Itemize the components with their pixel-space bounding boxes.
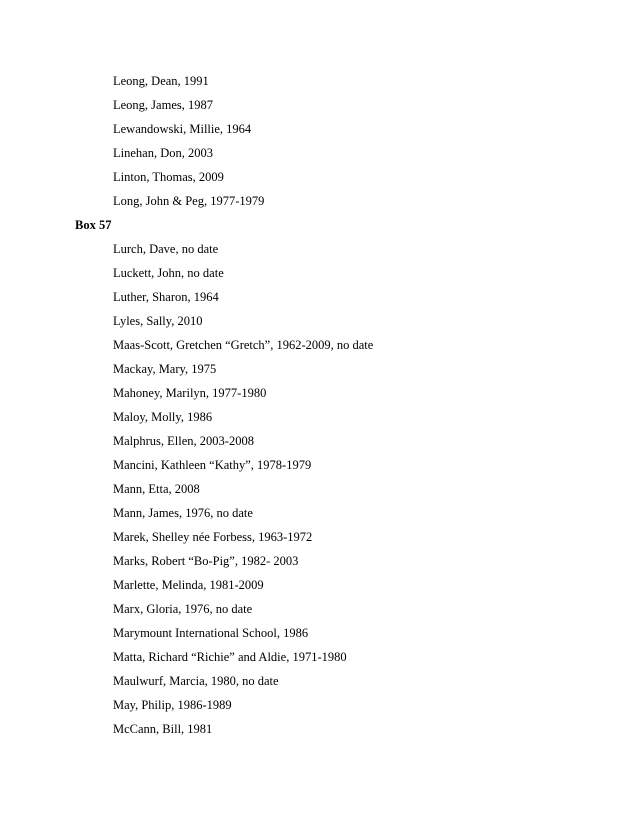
list-item: Mackay, Mary, 1975	[113, 362, 217, 376]
list-item: Maulwurf, Marcia, 1980, no date	[113, 674, 279, 688]
list-item: Lurch, Dave, no date	[113, 242, 219, 256]
list-item: Marek, Shelley née Forbess, 1963-1972	[113, 530, 313, 544]
list-item: Marx, Gloria, 1976, no date	[113, 602, 253, 616]
list-item: Long, John & Peg, 1977-1979	[113, 194, 265, 208]
list-item: Leong, Dean, 1991	[113, 74, 209, 88]
list-item: Luther, Sharon, 1964	[113, 290, 219, 304]
list-item: Maloy, Molly, 1986	[113, 410, 213, 424]
list-item: Marlette, Melinda, 1981-2009	[113, 578, 264, 592]
list-item: Leong, James, 1987	[113, 98, 213, 112]
list-item: Luckett, John, no date	[113, 266, 224, 280]
list-item: Mancini, Kathleen “Kathy”, 1978-1979	[113, 458, 312, 472]
list-item: Mann, James, 1976, no date	[113, 506, 253, 520]
box-heading: Box 57	[75, 218, 112, 232]
list-item: Mahoney, Marilyn, 1977-1980	[113, 386, 267, 400]
list-item: Lyles, Sally, 2010	[113, 314, 203, 328]
list-item: McCann, Bill, 1981	[113, 722, 213, 736]
list-item: Matta, Richard “Richie” and Aldie, 1971-1980	[113, 650, 347, 664]
list-item: Maas-Scott, Gretchen “Gretch”, 1962-2009, no date	[113, 338, 374, 352]
list-item: May, Philip, 1986-1989	[113, 698, 232, 712]
list-item: Malphrus, Ellen, 2003-2008	[113, 434, 254, 448]
list-item: Marks, Robert “Bo-Pig”, 1982- 2003	[113, 554, 299, 568]
list-item: Lewandowski, Millie, 1964	[113, 122, 252, 136]
list-item: Linton, Thomas, 2009	[113, 170, 224, 184]
list-item: Marymount International School, 1986	[113, 626, 309, 640]
list-item: Mann, Etta, 2008	[113, 482, 200, 496]
list-item: Linehan, Don, 2003	[113, 146, 213, 160]
